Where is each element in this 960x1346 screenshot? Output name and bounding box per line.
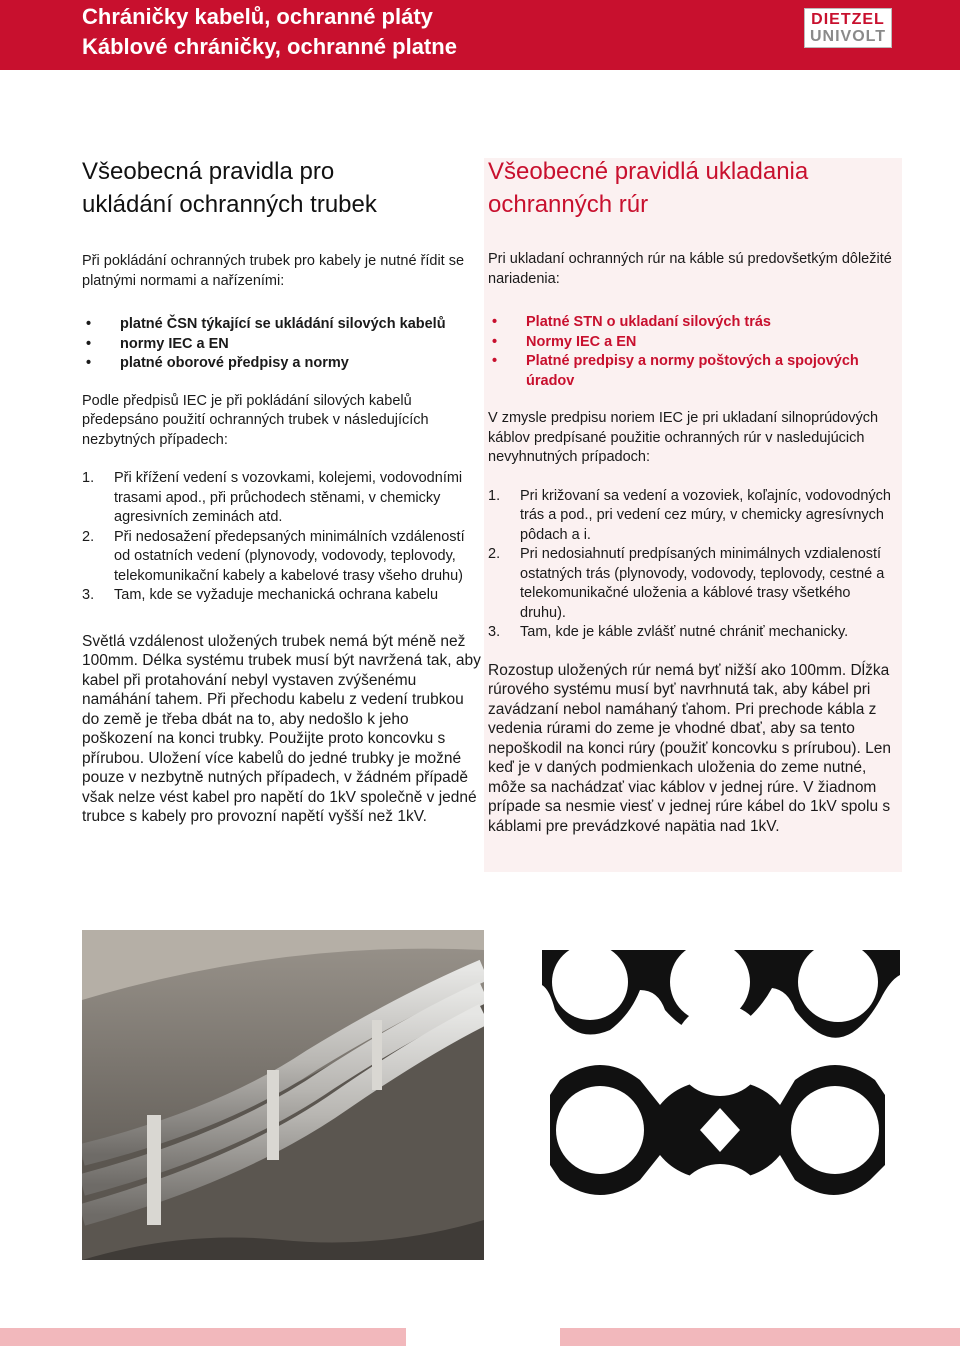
left-heading: [82, 155, 482, 221]
left-paragraph: Podle předpisů IEC je při pokládání silových kabelů předepsáno použití ochranných trubek v následujících nezbytných případech:: [82, 392, 429, 448]
left-numbered-item: [82, 469, 482, 528]
footer-bar-left: [0, 1328, 406, 1346]
left-bullet-list: [82, 315, 482, 374]
item-number: 3.: [82, 587, 95, 603]
left-numbered-item: [82, 586, 482, 606]
left-column-cz: [82, 155, 482, 827]
left-bullet-item: • normy IEC a EN: [82, 335, 482, 355]
right-bullet-list: [488, 313, 896, 391]
item-number: 1.: [488, 487, 501, 504]
right-bullet-item: • Normy IEC a EN: [488, 333, 896, 353]
right-column-sk: [488, 155, 896, 836]
right-numbered-item: [488, 487, 896, 546]
left-heading-line2: ukládání ochranných trubek: [82, 191, 377, 218]
trench-photo: [82, 930, 484, 1260]
left-heading-line1: Všeobecná pravidla pro: [82, 158, 335, 185]
right-numbered-list: [488, 487, 896, 643]
right-intro: Pri ukladaní ochranných rúr na káble sú predovšetkým dôležité nariadenia:: [488, 251, 892, 287]
footer-bar-right: [560, 1328, 960, 1346]
header-title-sk: Káblové chráničky, ochranné platne: [82, 34, 457, 59]
right-numbered-item: [488, 545, 896, 623]
left-intro: Při pokládání ochranných trubek pro kabely je nutné řídit se platnými normami a nařízeními:: [82, 253, 465, 289]
left-bullet-item: • platné oborové předpisy a normy: [82, 354, 482, 374]
right-paragraph: V zmysle predpisu noriem IEC je pri ukladaní silnoprúdových káblov predpísané použitie ochranných rúr v nasledujúcich nevyhnutných prípadoch:: [488, 410, 879, 465]
item-number: 2.: [488, 546, 501, 562]
right-bullet-item: • Platné predpisy a normy poštových a spojových úradov: [488, 352, 896, 391]
right-heading-line2: ochranných rúr: [488, 191, 649, 218]
trench-photo-illustration: [82, 930, 484, 1260]
item-number: 1.: [82, 470, 95, 486]
item-text: Pri križovaní sa vedení a vozoviek, koľajníc, vodovodných trás a pod., pri vedení cez múry, v chemicky agresívnych pôdach a i.: [520, 487, 891, 543]
item-text: Při křížení vedení s vozovkami, kolejemi, vodovodními trasami apod., při průchodech stěnami, v chemicky agresivních zeminách atd.: [114, 470, 463, 525]
right-numbered-item: [488, 623, 896, 643]
brand-logo: [804, 8, 892, 48]
left-numbered-list: [82, 469, 482, 606]
header-title-cz: Chráničky kabelů, ochranné pláty: [82, 4, 433, 29]
logo-text-bottom: UNIVOLT: [809, 28, 887, 45]
item-text: Pri nedosiahnutí predpísaných minimálnych vzdialeností ostatných trás (plynovody, vodovody, teplovody, cestné a telekomunikačné uloženia a káblové trasy všetkého druhu).: [520, 546, 885, 621]
right-heading: [488, 155, 896, 221]
item-text: Tam, kde je káble zvlášť nutné chrániť mechanicky.: [520, 624, 849, 640]
right-closing-paragraph: Rozostup uložených rúr nemá byť nižší ako 100mm. Dĺžka rúrového systému musí byť navrhnutá tak, aby kábel pri zavádzaní nebol namáhaný ťahom. Pri prechode kábla z vedenia rúrami do zeme je vhodné dbať, aby sa tento nepoškodil na konci rúry (použiť koncovku s prírubou). Len keď je v daných podmienkach uloženia do zeme nutné, môže sa nachádzať viac káblov v jednej rúre. V žiadnom prípade sa nesmie viesť v jednej rúre kábel do 1kV spolu s káblami pre prevádzkové napätia nad 1kV.: [488, 661, 891, 835]
left-closing-paragraph: Světlá vzdálenost uložených trubek nemá být méně než 100mm. Délka systému trubek musí být navržená tak, aby kabel při protahování nebyl vystaven zvýšenému namáhání tahem. Při přechodu kabelu z vedení trubkou do země je třeba dbát na to, aby nedošlo k jeho poškození na konci trubky. Použijte proto koncovku s přírubou. Uložení více kabelů do jedné trubky je možné pouze v nezbytně nutných případech, v žádném případě však nelze vést kabel pro napětí do 1kV společně v jedné trubce s kabely pro provozní napětí vyšší než 1kV.: [82, 632, 481, 825]
left-bullet-item: • platné ČSN týkající se ukládání silových kabelů: [82, 315, 482, 335]
item-text: Při nedosažení předepsaných minimálních vzdáleností od ostatních vedení (plynovody, vodovody, teplovody, telekomunikační kabely a kabelové trasy všeho druhu): [114, 528, 465, 584]
spacer-clips-illustration: [540, 930, 900, 1260]
item-number: 2.: [82, 528, 95, 545]
header-bar: [0, 0, 960, 70]
right-bullet-item: • Platné STN o ukladaní silových trás: [488, 313, 896, 333]
logo-text-top: DIETZEL: [811, 11, 885, 28]
right-heading-line1: Všeobecné pravidlá ukladania: [488, 158, 809, 185]
left-numbered-item: [82, 528, 482, 587]
item-text: Tam, kde se vyžaduje mechanická ochrana kabelu: [114, 587, 439, 603]
item-number: 3.: [488, 624, 501, 640]
spacer-clips-image: [540, 930, 900, 1260]
